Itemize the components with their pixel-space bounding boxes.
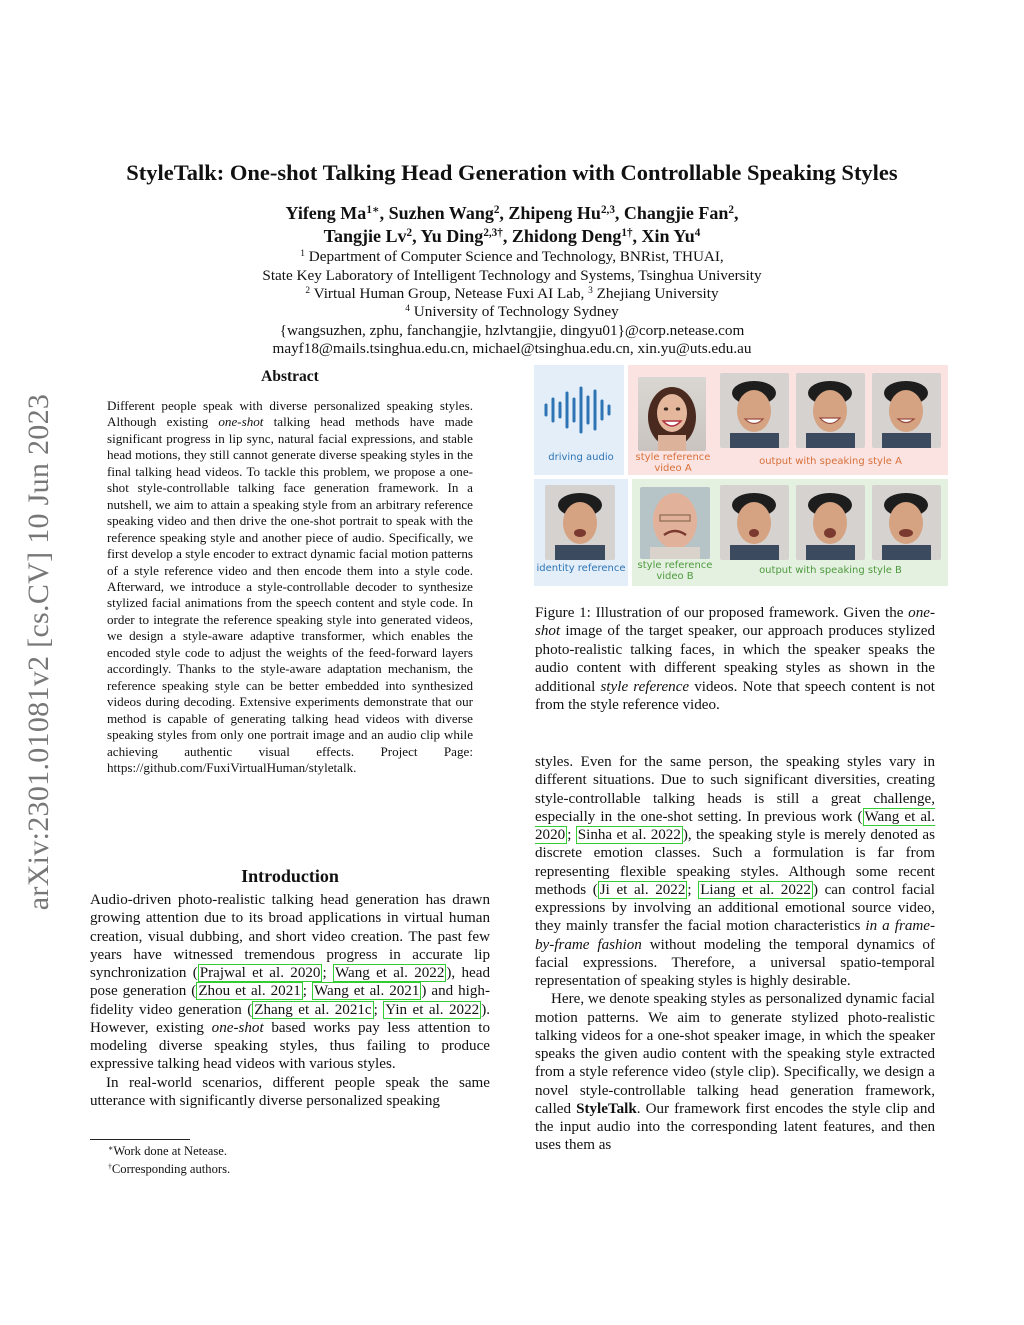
author-name: Yifeng Ma (285, 203, 367, 223)
intro-paragraph-2: In real-world scenarios, different people speak the same utterance with significantly diverse personalized speaking (90, 1074, 490, 1109)
citation-link[interactable]: Liang et al. 2022 (700, 881, 811, 898)
abstract-body (107, 398, 473, 776)
citation-link[interactable]: Prajwal et al. 2020 (199, 965, 321, 981)
footnote-mark: ∗ (108, 1143, 114, 1153)
author-sup: 2,3 (600, 203, 615, 216)
caption-emphasis: one-shot (535, 605, 935, 640)
affil-text: University of Technology Sydney (409, 303, 619, 320)
affil-text: Virtual Human Group, Netease Fuxi AI Lab, (310, 285, 589, 302)
right-paragraph-1 (535, 753, 935, 990)
output-a-frame-3 (872, 373, 941, 448)
citation-link[interactable]: Zhang et al. 2021c (254, 1001, 372, 1018)
body-text: styles. Even for the same person, the speaking styles vary in different situations. Due to such significant diversities, creating style-controllable talking heads is still a great challenge, especially in the one-shot setting. In previous work ( (535, 754, 935, 825)
body-text: ). However, existing (90, 1001, 491, 1036)
affil-sup: 4 (405, 303, 410, 314)
author-name: , Zhidong Deng (502, 226, 622, 246)
author-sup: 1† (621, 226, 633, 239)
footnote-rule (90, 1139, 190, 1140)
body-text: based works pay less attention to modeling diverse speaking styles, thus failing to produce expressive talking head videos with various styles. (90, 1019, 490, 1073)
output-b-frame-2 (796, 485, 865, 560)
body-text: Audio-driven photo-realistic talking head generation has drawn growing attention due to its broad applications in virtual human creation, visual dubbing, and short video creation. The past few years have witnessed tremendous progress in accurate lip synchronization ( (90, 892, 490, 981)
abstract-text: talking head methods have made significant progress in lip sync, natural facial expressions, and stable head motions, they still cannot generate diverse speaking styles in the final talking head videos. To tackle this problem, we propose a one-shot style-controllable talking face generation framework. In a nutshell, we aim to attain a speaking style from an arbitrary reference speaking video and then drive the one-shot portrait to speak with the reference speaking style and another piece of audio. Specifically, we first develop a style encoder to extract dynamic facial motion patterns of a style reference video and then encode them into a style code. Afterward, we introduce a style-controllable decoder to synthesize stylized facial animations from the speech content and style code. In order to integrate the reference speaking style into generated videos, we design a style-aware adaptive transformer, which enables the encoded style code to adjust the weights of the feed-forward layers accordingly. Thanks to the style-aware adaptation mechanism, the reference speaking style can be better embedded into synthesized videos during decoding. Extensive experiments demonstrate that our method is capable of generating talking head videos with diverse speaking styles from only one portrait image and an audio clip while achieving authentic visual effects. Project Page: https://github.com/FuxiVirtualHuman/styletalk. (107, 414, 473, 775)
face-man-icon (720, 485, 789, 560)
face-man-icon (872, 485, 941, 560)
output-a-frame-2 (796, 373, 865, 448)
output-a-frame-1 (720, 373, 789, 448)
face-man-icon (545, 485, 615, 560)
label-style-reference-a: style reference video A (635, 452, 711, 474)
label-style-reference-b: style reference video B (637, 560, 713, 582)
author-sup: 4 (694, 226, 701, 239)
author-sup: 1∗ (366, 203, 380, 216)
affiliation-4 (80, 303, 944, 321)
caption-emphasis: style reference (600, 678, 690, 695)
emails-line-2: mayf18@mails.tsinghua.edu.cn, michael@tsinghua.edu.cn, xin.yu@uts.edu.au (272, 340, 752, 357)
affil-sup: 3 (588, 285, 593, 296)
output-b-frame-1 (720, 485, 789, 560)
figure-1-caption (535, 604, 935, 714)
citation-link[interactable]: Wang et al. 2022 (334, 965, 445, 981)
right-paragraph-2 (535, 990, 935, 1154)
affil-text: Zhejiang University (592, 285, 719, 302)
abstract-emphasis: one-shot (218, 414, 264, 430)
introduction-body (90, 891, 490, 1110)
caption-text: Figure 1: Illustration of our proposed framework. Given the (535, 605, 909, 621)
body-emphasis: one-shot (211, 1019, 264, 1036)
paper-title: StyleTalk: One-shot Talking Head Generation with Controllable Speaking Styles (126, 160, 898, 185)
face-man-icon (720, 373, 789, 448)
label-output-b: output with speaking style B (759, 565, 902, 576)
citation-link[interactable]: Yin et al. 2022 (385, 1001, 480, 1018)
style-reference-b-image (640, 487, 710, 559)
author-name: , Suzhen Wang (379, 203, 494, 223)
footnote-text: Corresponding authors. (111, 1162, 231, 1176)
citation-link[interactable]: Ji et al. 2022 (599, 881, 686, 898)
emails-line-1: {wangsuzhen, zphu, fanchangjie, hzlvtangjie, dingyu01}@corp.netease.com (279, 322, 745, 339)
affil-sup: 1 (300, 248, 305, 259)
affiliation-1b: State Key Laboratory of Intelligent Technology and Systems, Tsinghua University (262, 267, 762, 284)
body-emphasis: in a frame-by-frame fashion (535, 918, 935, 953)
footnote-1 (108, 1144, 227, 1159)
affiliation-2-3 (80, 285, 944, 303)
abstract-heading: Abstract (261, 368, 319, 385)
body-text: ) can control facial expressions by involving an additional emotional source video, they mainly transfer the facial motion characteristics (535, 881, 936, 935)
author-sep: , (734, 203, 739, 223)
face-man-icon (796, 373, 865, 448)
body-text: ; (322, 965, 333, 981)
body-text: ; (567, 827, 576, 843)
body-text: ; (302, 983, 312, 1000)
arxiv-identifier: arXiv:2301.01081v2 [cs.CV] 10 Jun 2023 (22, 393, 55, 911)
caption-text: image of the target speaker, our approach produces stylized photo-realistic talking faces, in which the speaker speaks the audio content with different speaking styles as shown in the additional (535, 623, 935, 695)
identity-reference-image (545, 485, 615, 560)
body-text: ) and high-fidelity video generation ( (90, 983, 490, 1018)
author-sup: 2,3† (483, 226, 503, 239)
face-man-icon (872, 373, 941, 448)
author-name: , Zhipeng Hu (499, 203, 601, 223)
affiliation-1 (80, 248, 944, 266)
body-text: without modeling the temporal dynamics of facial expressions. Therefore, a universal spatio-temporal representation of speaking styles is highly desirable. (535, 936, 935, 989)
body-text: Here, we denote speaking styles as personalized dynamic facial motion patterns. We aim to generate stylized photo-realistic talking videos for a one-shot speaker image, in which the speaker speaks the given audio content with the speaking style extracted from a style reference video (style clip). Specifically, we design a novel style-controllable talking head generation framework, called (535, 991, 935, 1117)
citation-link[interactable]: Sinha et al. 2022 (577, 827, 681, 843)
label-identity-reference: identity reference (536, 563, 626, 574)
method-name: StyleTalk (576, 1100, 637, 1117)
footnote-mark: † (108, 1161, 112, 1171)
citation-link[interactable]: Wang et al. 2021 (313, 983, 420, 1000)
face-woman-icon (638, 377, 706, 451)
figure-1 (534, 365, 948, 586)
author-name: Tangjie Lv (323, 226, 407, 246)
authors-line-2 (80, 226, 944, 247)
intro-paragraph-1 (90, 891, 490, 1074)
body-text: ; (373, 1001, 384, 1018)
output-b-frame-3 (872, 485, 941, 560)
body-text: ; (687, 881, 699, 898)
author-sup: 2 (493, 203, 500, 216)
body-text: ), head pose generation ( (90, 965, 490, 1000)
author-sup: 2 (406, 226, 413, 239)
footnote-2 (108, 1162, 230, 1177)
author-sup: 2 (728, 203, 734, 216)
label-driving-audio: driving audio (548, 452, 614, 463)
affil-sup: 2 (305, 285, 311, 296)
caption-text: videos. Note that speech content is not from the style reference video. (535, 678, 935, 714)
waveform-icon (540, 385, 620, 435)
abstract-text: Different people speak with diverse personalized speaking styles. Although existing (107, 398, 473, 430)
introduction-heading: Introduction (241, 866, 339, 886)
body-text: . Our framework first encodes the style clip and the input audio into the corresponding latent features, and then uses them as (535, 1100, 935, 1154)
citation-link[interactable]: Zhou et al. 2021 (198, 983, 301, 1000)
face-man-icon (796, 485, 865, 560)
footnote-text: Work done at Netease. (113, 1144, 227, 1158)
body-text: ), the speaking style is merely denoted as discrete emotion classes. Such a formulation is far from representing flexible speaking styles. Although some recent methods ( (535, 827, 936, 898)
right-column-body (535, 753, 935, 1155)
author-name: , Xin Yu (632, 226, 695, 246)
author-name: , Yu Ding (412, 226, 484, 246)
label-output-a: output with speaking style A (759, 456, 902, 467)
face-old-man-icon (640, 487, 710, 559)
citation-link[interactable]: Wang et al. 2020 (535, 808, 935, 843)
affil-text: Department of Computer Science and Technology, BNRist, THUAI, (304, 248, 724, 265)
author-name: , Changjie Fan (614, 203, 729, 223)
style-reference-a-image (638, 377, 706, 451)
authors-line-1 (80, 203, 944, 224)
